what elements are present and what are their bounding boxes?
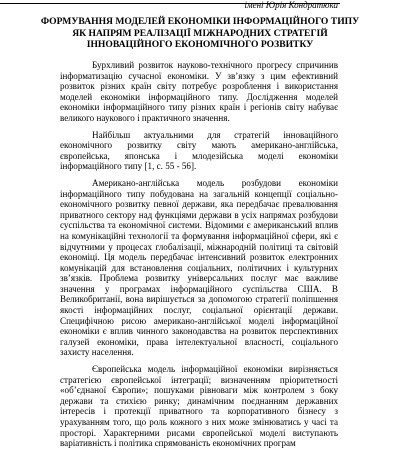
paragraph-4: Європейська модель інформаційної економіки вирізняється стратегією європейської інтеграції; визначенням пріоритетності «об’єднаної Європи»; пошуками рівноваги між контролем з боку держави та стихією ринку; динамічним поєднанням державних інтересів і протекції приватного та корпоративного бізнесу з урахуванням того, що роль кожного з них може змінюватись у часі та просторі. Характерними рисами європейської моделі виступають варіативність і політика спрямованість економічних програм	[60, 364, 338, 449]
title-line-3: ІННОВАЦІЙНОГО ЕКОНОМІЧНОГО РОЗВИТКУ	[86, 39, 314, 50]
paragraph-1: Бурхливий розвиток науково-технічного прогресу спричинив інформатизацію сучасної економіки. У зв’язку з цим ефективний розвиток різних країн світу потребує розроблення і використання моделей економіки інформаційного типу. Дослідження моделей економіки інформаційного типу різних країн і регіонів світу набуває великого наукового і практичного значення.	[60, 60, 338, 123]
title-line-2: ЯК НАПРЯМ РЕАЛІЗАЦІЇ МІЖНАРОДНИХ СТРАТЕГІЙ	[72, 27, 328, 39]
running-header: імені Юрія Кондратюка	[244, 0, 338, 10]
paragraph-2: Найбільш актуальними для стратегій інноваційного економічного розвитку світу мають американо-англійська, європейська, японська і млодезійська моделі економіки інформаційного типу [1, с. 55 - 56].	[60, 129, 338, 172]
title-line-1: ФОРМУВАННЯ МОДЕЛЕЙ ЕКОНОМІКИ ІНФОРМАЦІЙНОГО ТИПУ	[40, 16, 360, 27]
paragraph-3: Американо-англійська модель розбудови економіки інформаційного типу побудована на загальній концепції соціально-економічного розвитку певної держави, яка передбачає превалювання приватного сектору над функціями держави в усіх напрямах розбудови суспільства та економічної системи. Відомими є американський вплив на комунікаційні технології та формування інформаційної сфери, які є відчутними у процесах глобалізації, міжнародній політиці та світовій економіці. Ця модель передбачає інтенсивний розвиток електронних комунікацій для встановлення соціальних, політичних і культурних зв’язків. Проблема розвитку універсальних послуг має важливе значення у програмах інформаційного суспільства США. В Великобританії, вона вирішується за допомогою стратегії поліпшення якості інформаційних послуг, соціальної орієнтації держави. Специфічною рисою американо-англійської моделі інформаційної економіки є вплив чинного законодавства на розвиток перспективних галузей економіки, права інтелектуальної власності, соціального захисту населення.	[60, 177, 338, 358]
article-title	[30, 16, 370, 51]
article-body	[60, 60, 338, 449]
